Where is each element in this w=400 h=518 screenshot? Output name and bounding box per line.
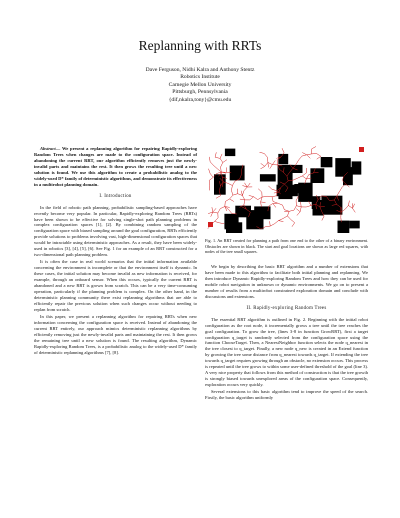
tree-edge: [287, 211, 289, 216]
right-column: [205, 264, 368, 402]
tree-edge: [283, 216, 287, 219]
tree-edge: [244, 187, 247, 191]
tree-edge: [241, 191, 242, 196]
tree-edge: [225, 199, 229, 202]
obstacle-block: [226, 222, 242, 233]
tree-edge: [254, 197, 258, 200]
tree-edge: [225, 202, 226, 207]
tree-edge: [299, 156, 302, 160]
tree-edge: [250, 197, 254, 200]
left-column: [34, 146, 197, 357]
tree-edge: [272, 197, 273, 202]
tree-edge: [293, 178, 298, 180]
section-heading-introduction: I. Introduction: [99, 193, 132, 199]
tree-edge: [269, 204, 273, 207]
tree-edge: [268, 186, 272, 189]
author-names: Dave Ferguson, Nidhi Kalra and Anthony Stentz: [145, 67, 255, 73]
obstacle-block: [338, 221, 350, 233]
tree-edge: [240, 199, 245, 200]
tree-edge: [220, 158, 223, 162]
tree-edge: [209, 157, 210, 162]
tree-edge: [232, 181, 235, 185]
tree-edge: [212, 207, 213, 212]
obstacle-block: [246, 210, 263, 229]
rrt-paragraph-2: Several extensions to this basic algorithm tend to improve the speed of the search. Firstly, the basic algorithm uniformly: [205, 389, 368, 401]
tree-edge: [300, 207, 301, 212]
tree-edge: [242, 196, 244, 200]
tree-edge: [265, 226, 270, 227]
tree-edge: [306, 206, 311, 208]
paper-title: Replanning with RRTs: [138, 38, 262, 53]
rrt-paragraph-1: The essential RRT algorithm is outlined in Fig. 2. Beginning with the initial robot configuration as the root node, it incrementally grows a tree until the tree reaches the goal configuration. To grow the tree, (lines 3-8 in function GrowRRT), first a target configuration q_target is randomly selected from the configuration space using the function ChooseTarget. Then, a NearestNeighbor function selects the node q_nearest in the tree closest to q_target. Finally, a new node q_new is created in an Extend function by growing the tree some distance from q_nearest towards q_target. If extending the tree towards q_target requires growing through an obstacle, no extension occurs. This process is repeated until the tree grows to within some user-defined threshold of the goal (line 3). A very nice property that follows from this method of construction is that the tree growth is strongly biased towards unexplored areas of the configuration space. Consequently, exploration occurs very quickly.: [205, 316, 368, 388]
start-marker: [208, 222, 213, 227]
tree-edge: [272, 196, 277, 197]
author-emails: {dif,nkalra,tony}@cmu.edu: [168, 96, 232, 103]
tree-edge: [270, 165, 273, 169]
tree-edge: [302, 176, 306, 179]
tree-edge: [270, 221, 271, 226]
tree-edge: [260, 152, 265, 153]
tree-edge: [345, 206, 348, 210]
author-university: Carnegie Mellon University: [168, 81, 232, 88]
tree-edge: [272, 189, 277, 190]
tree-edge: [307, 154, 312, 155]
tree-edge: [337, 192, 340, 196]
tree-edge: [296, 160, 299, 164]
obstacle-block: [298, 183, 312, 202]
tree-edge: [312, 147, 316, 149]
author-institute: Robotics Institute: [180, 74, 220, 81]
abstract: [34, 146, 197, 188]
tree-edge: [229, 210, 232, 214]
tree-edge: [317, 156, 321, 159]
tree-edge: [209, 177, 213, 180]
tree-edge: [287, 216, 290, 220]
abstract-text: — We present a replanning algorithm for repairing Rapidly-exploring Random Trees when changes are made to the configuration space. Instead of abandoning the current RRT, our algorithm efficiently removes just the newly-invalid parts and maintains the rest. It then grows the resulting tree until a new solution is found. We use this algorithm to create a probabilistic analog to the widely-used D* family of deterministic algorithms, and demonstrate its effectiveness in a multirobot planning domain.: [34, 146, 197, 187]
tree-edge: [296, 196, 298, 201]
figure-caption: Fig. 1. An RRT created for planning a path from one end to the other of a binary environment. Obstacles are shown in black. The start and goal locations are shown as large red squares, with nodes of the tree small squares.: [205, 238, 368, 254]
obstacle-block: [335, 158, 351, 177]
tree-edge: [275, 221, 279, 224]
tree-edge: [302, 173, 306, 176]
tree-edge: [278, 203, 283, 205]
tree-edge: [261, 166, 265, 169]
tree-edge: [294, 206, 296, 210]
obstacle-block: [352, 161, 362, 174]
intro-paragraph-2: It is often the case in real world scenarios that the initial information available concerning the environment is incomplete or that the environment itself is dynamic. In these cases, the initial solution may become invalid as new information is received, for example, through an onboard sensor. When this occurs, typically the current RRT is abandoned and a new RRT is grown from scratch. This can be a very time-consuming operation, particularly if the planning problem is complex. On the other hand, in the deterministic planning community there exist replanning algorithms that are able to efficiently repair the previous solution when such changes occur without needing to replan from scratch.: [34, 259, 197, 313]
figure-rrt: [205, 143, 368, 233]
tree-edge: [220, 207, 225, 209]
tree-edge: [220, 154, 222, 159]
tree-edge: [261, 202, 262, 207]
tree-edge: [213, 208, 216, 212]
tree-edge: [261, 163, 265, 166]
author-city: Pittsburgh, Pennsylvania: [172, 89, 228, 96]
tree-edge: [242, 191, 244, 196]
tree-edge: [262, 196, 267, 197]
tree-edge: [282, 148, 284, 153]
tree-edge: [209, 169, 211, 174]
tree-edge: [219, 223, 224, 224]
tree-edge: [215, 152, 216, 157]
tree-edge: [307, 155, 311, 159]
tree-edge: [230, 199, 234, 202]
tree-edge: [231, 190, 233, 195]
tree-edge: [306, 175, 309, 179]
tree-edge: [223, 160, 227, 163]
tree-edge: [215, 157, 220, 158]
tree-edge: [322, 216, 324, 220]
tree-edge: [273, 202, 278, 204]
tree-edge: [247, 183, 250, 187]
tree-edge: [268, 162, 269, 167]
tree-edge: [249, 195, 254, 196]
tree-edge: [292, 223, 295, 227]
tree-edge: [296, 206, 301, 207]
author-block: [0, 67, 400, 104]
tree-edge: [267, 196, 272, 197]
tree-edge: [317, 154, 321, 157]
tree-edge: [231, 186, 232, 191]
tree-edge: [353, 208, 356, 212]
tree-edge: [302, 153, 306, 155]
rrt-figure-image: [205, 143, 368, 233]
tree-edge: [302, 155, 307, 156]
tree-edge: [268, 162, 273, 164]
tree-edge: [348, 206, 352, 209]
tree-edge: [270, 224, 274, 226]
tree-edge: [340, 187, 343, 191]
tree-edge: [215, 221, 220, 222]
obstacle-block: [349, 221, 360, 229]
tree-edge: [289, 210, 294, 211]
obstacle-block: [225, 149, 235, 157]
intro-paragraph-1: In the field of robotic path planning, probabilistic sampling-based approaches have recently become very popular. In particular, Rapidly-exploring Random Trees (RRTs) have been shown to be effective for solving single-shot path planning problems in complex configuration spaces [1], [2]. By combining random sampling of the configuration space with biased sampling around the goal configuration, RRTs efficiently provide solutions to problems involving vast, high-dimensional configuration spaces that would be intractable using deterministic approaches. As a result, they have been widely-used in robotics [3], [4], [5], [6]. See Fig. 1 for an example of an RRT constructed for a two-dimensional path planning problem.: [34, 204, 197, 258]
tree-edge: [258, 189, 262, 192]
tree-edge: [230, 195, 233, 199]
tree-edge: [215, 218, 219, 222]
tree-edge: [265, 162, 268, 166]
tree-edge: [228, 183, 233, 185]
tree-edge: [279, 221, 284, 222]
tree-edge: [291, 220, 295, 223]
tree-edge: [261, 202, 266, 203]
tree-edge: [238, 194, 243, 196]
obstacle-block: [260, 174, 276, 181]
intro-paragraph-3: In this paper, we present a replanning algorithm for repairing RRTs when new information concerning the configuration space is received. Instead of abandoning the current RRT entirely, our approach mimics deterministic replanning algorithms by efficiently removing just the newly-invalid parts and maintaining the rest. It then grows the remaining tree until a new solution is found. The resulting algorithm, Dynamic Rapidly-exploring Random Trees, is a probabilistic analog to the widely-used D* family of deterministic replanning algorithms [7], [8].: [34, 314, 197, 355]
tree-edge: [273, 204, 276, 208]
tree-edge: [244, 200, 245, 205]
obstacle-block: [278, 154, 288, 164]
obstacle-block: [310, 168, 324, 183]
tree-edge: [301, 202, 302, 207]
tree-edge: [233, 194, 238, 195]
tree-edge: [297, 212, 300, 216]
tree-edge: [210, 173, 213, 177]
tree-edge: [283, 205, 285, 210]
abstract-lead: Abstract: [40, 146, 56, 151]
tree-edge: [279, 219, 284, 221]
goal-marker: [359, 147, 364, 152]
tree-edge: [218, 209, 221, 213]
tree-edge: [272, 161, 275, 165]
tree-edge: [264, 154, 267, 158]
tree-edge: [298, 176, 303, 178]
section-heading-rrt: II. Rapidly-exploring Random Trees: [246, 305, 327, 311]
tree-edge: [221, 163, 223, 168]
tree-edge: [213, 212, 218, 213]
tree-edge: [296, 209, 300, 212]
obstacle-block: [321, 157, 333, 167]
tree-edge: [348, 201, 349, 206]
tree-edge: [210, 162, 213, 166]
tree-edge: [214, 166, 218, 169]
tree-edge: [216, 196, 220, 199]
body-paragraph-overview: We begin by describing the basic RRT algorithm and a number of extensions that have been made to this algorithm to facilitate both initial planning and replanning. We then introduce Dynamic Rapidly-exploring Random Trees and how they can be used for mobile robot navigation in unknown or dynamic environments. We go on to present a number of results from a multirobot constrained exploration domain and conclude with discussions and extensions.: [205, 264, 368, 299]
